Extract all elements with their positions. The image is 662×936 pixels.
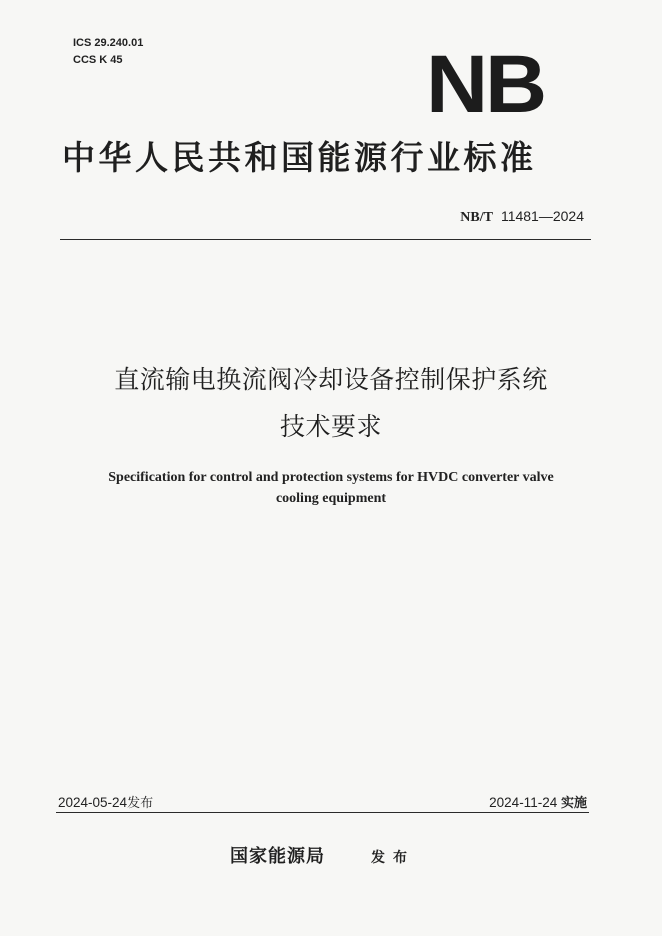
ics-code: ICS 29.240.01 [73,37,144,49]
nb-logo: NB [426,39,545,130]
title-en-line1: Specification for control and protection systems for HVDC converter valve [108,470,554,485]
standard-code: NB/T [460,210,493,225]
implementation-date-value: 2024-11-24 [489,795,558,810]
standard-number-value: 11481—2024 [500,208,584,224]
title-en-line2: cooling equipment [275,491,387,506]
issue-date [58,795,153,812]
bottom-divider [56,812,589,813]
implementation-date-suffix: 实施 [560,796,587,811]
issue-date-suffix: 发布 [127,796,154,811]
organization-title: 中华人民共和国能源行业标准 [62,138,537,177]
issuing-authority: 国家能源局 [230,846,325,867]
implementation-date [489,795,587,812]
standard-number [460,207,584,227]
top-divider [60,239,591,240]
title-cn-line2: 技术要求 [279,412,382,441]
ccs-code: CCS K 45 [73,54,123,66]
issue-date-value: 2024-05-24 [58,795,128,810]
issue-label: 发布 [371,850,415,866]
title-cn-line1: 直流输电换流阀冷却设备控制保护系统 [114,365,548,394]
